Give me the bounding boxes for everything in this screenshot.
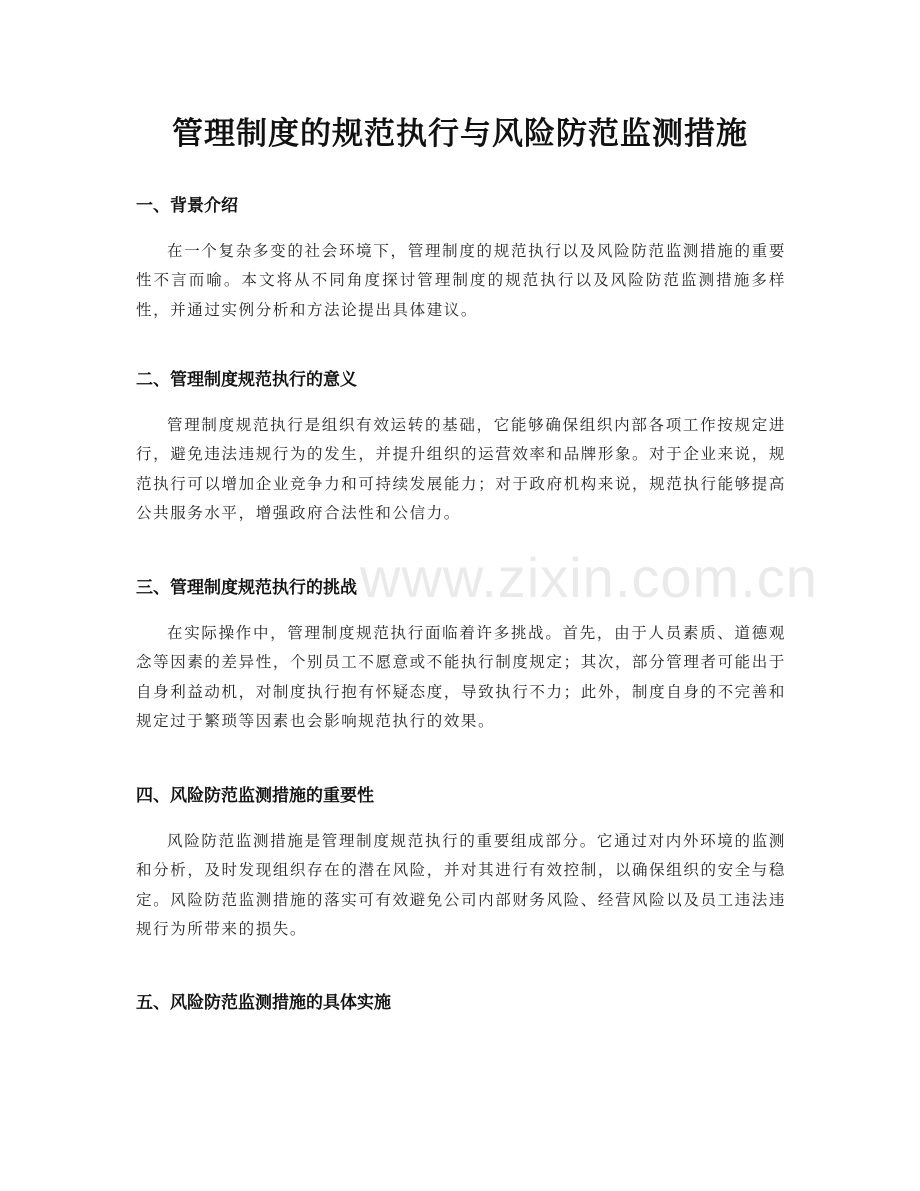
section-heading-background: 一、背景介绍 <box>136 196 238 216</box>
section-paragraph-challenges: 在实际操作中，管理制度规范执行面临着许多挑战。首先，由于人员素质、道德观念等因素的差异性，个别员工不愿意或不能执行制度规定；其次，部分管理者可能出于自身利益动机，对制度执行抱有怀疑态度，导致执行不力；此外，制度自身的不完善和规定过于繁琐等因素也会影响规范执行的效果。 <box>136 624 786 730</box>
section-paragraph-risk-importance: 风险防范监测措施是管理制度规范执行的重要组成部分。它通过对内外环境的监测和分析，及时发现组织存在的潜在风险，并对其进行有效控制，以确保组织的安全与稳定。风险防范监测措施的落实可有效避免公司内部财务风险、经营风险以及员工违法违规行为所带来的损失。 <box>136 832 786 938</box>
section-heading-risk-implementation: 五、风险防范监测措施的具体实施 <box>136 993 391 1013</box>
section-heading-risk-importance: 四、风险防范监测措施的重要性 <box>136 786 374 806</box>
section-paragraph-significance: 管理制度规范执行是组织有效运转的基础，它能够确保组织内部各项工作按规定进行，避免违法违规行为的发生，并提升组织的运营效率和品牌形象。对于企业来说，规范执行可以增加企业竞争力和可持续发展能力；对于政府机构来说，规范执行能够提高公共服务水平，增强政府合法性和公信力。 <box>136 416 786 522</box>
watermark: www.zixin.com.cn <box>360 546 818 609</box>
section-paragraph-background: 在一个复杂多变的社会环境下，管理制度的规范执行以及风险防范监测措施的重要性不言而喻。本文将从不同角度探讨管理制度的规范执行以及风险防范监测措施多样性，并通过实例分析和方法论提出具体建议。 <box>136 242 786 319</box>
page-title: 管理制度的规范执行与风险防范监测措施 <box>172 116 748 152</box>
section-heading-challenges: 三、管理制度规范执行的挑战 <box>136 578 357 598</box>
section-heading-significance: 二、管理制度规范执行的意义 <box>136 370 357 390</box>
